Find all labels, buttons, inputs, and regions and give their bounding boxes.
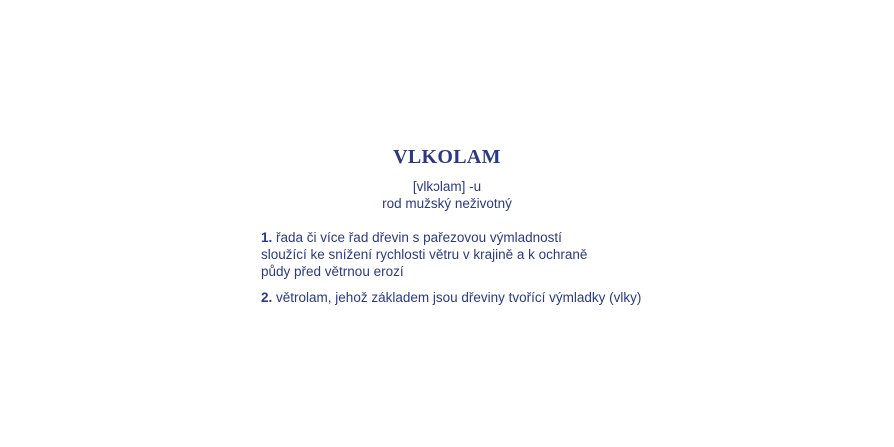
sense-text: řada či více řad dřevin s pařezovou výmladností sloužící ke snížení rychlosti větru v krajině a k ochraně půdy před větrnou erozí (261, 230, 588, 279)
sense-number: 2. (261, 290, 273, 305)
sense-1 (261, 229, 606, 280)
genitive-ending: -u (469, 179, 482, 194)
sense-text: větrolam, jehož základem jsou dřeviny tvořící výmladky (vlky) (276, 290, 642, 305)
pronunciation: [vlkɔlam] (412, 179, 466, 194)
grammatical-gender: rod mužský neživotný (382, 196, 512, 211)
pronunciation-line (0, 178, 894, 195)
headword: VLKOLAM (393, 146, 501, 168)
sense-number: 1. (261, 230, 273, 245)
sense-2 (261, 289, 661, 306)
